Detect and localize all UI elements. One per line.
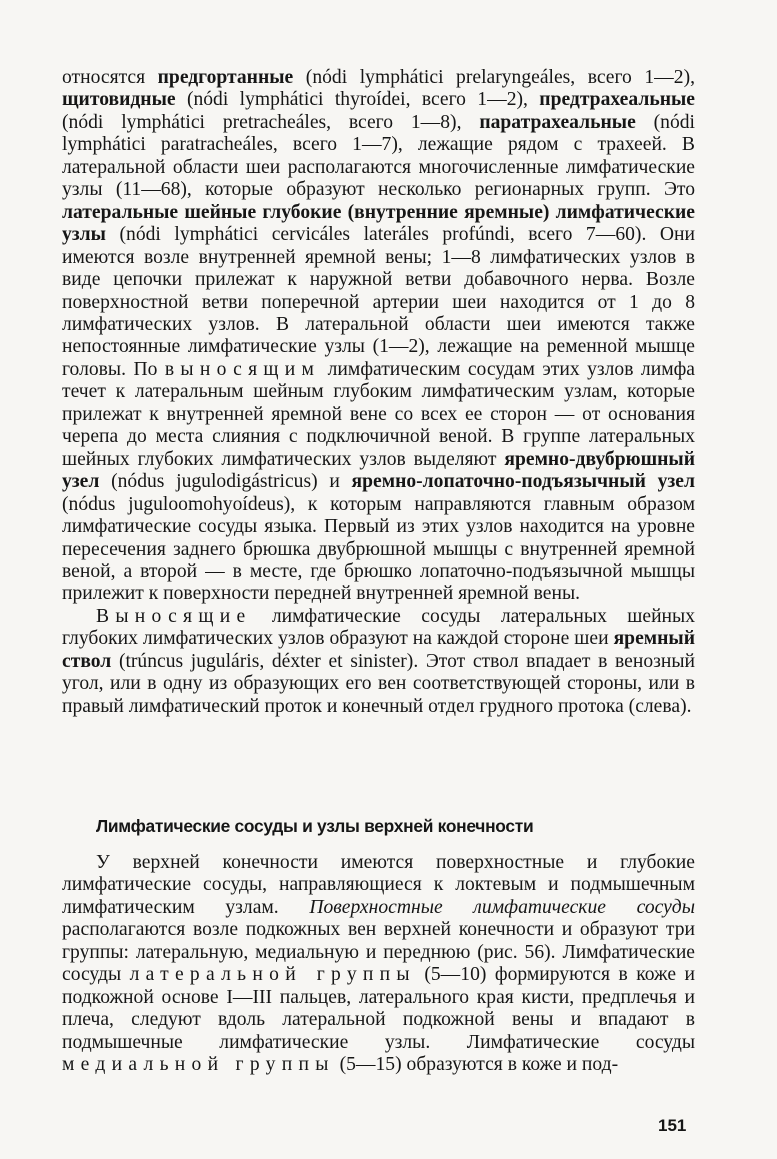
text-run: (nódi lympháticі cervicáles lateráles profúndi, всего 7—60). Они имеются возле внутренней яремной вены; 1—8 лимфатических узлов в виде цепочки прилежат к наружной ветви добавочного нерва. Возле поверхностной ветви поперечной артерии шеи находится от 1 до 8 лимфатических узлов. В латеральной области шеи имеются также непостоянные лимфатические узлы (1—2), лежащие на ременной мышце головы. По	[62, 224, 695, 380]
text-run: (5—10) формируются в коже и подкожной основе I—III пальцев, латерального края кисти, предплечья и плеча, следуют вдоль латеральной подкожной вены и впадают в подмышечные лимфатические узлы. Лимфатические сосуды	[62, 964, 695, 1053]
term-paratracheal: паратрахеальные	[479, 111, 636, 133]
text-run: (5—15) образуются в коже и под-	[334, 1054, 619, 1076]
term-juguloomohyoid: яремно-лопаточно-подъязычный узел	[351, 471, 695, 493]
italic-term-superficial-vessels: Поверхностные лимфатические сосуды	[309, 896, 695, 918]
section-heading: Лимфатические сосуды и узлы верхней конечности	[96, 816, 534, 836]
text-run: (nódi lympháticі thyroídei, всего 1—2),	[175, 89, 540, 111]
term-prelaryngeal: предгортанные	[157, 67, 294, 88]
term-lateral-deep-cervical: латеральные шейные глубокие (внутренние яремные) лимфатические узлы	[62, 201, 695, 246]
text-run: (trúncus juguláris, déxter et sinister). Этот ствол впадает в венозный угол, или в одну из образующих его вен соответствующей стороны, или в правый лимфатический проток и конечный отдел грудного протока (слева).	[62, 650, 695, 717]
spaced-term-lateral-group: латеральной группы	[129, 964, 416, 986]
term-jugulodigastric: яремно-двубрюшный узел	[62, 448, 695, 493]
spaced-term-medial-group: медиальной группы	[62, 1054, 335, 1076]
page-number: 151	[658, 1116, 687, 1135]
spaced-term-efferent: выносящим	[164, 358, 321, 380]
paragraph-jugular-trunk	[62, 606, 695, 718]
text-run: располагаются возле подкожных вен верхней конечности и образуют три группы: латеральную, медиальную и переднюю (рис. 56). Лимфатические сосуды	[62, 919, 695, 986]
text-run: У верхней конечности имеются поверхностные и глубокие лимфатические сосуды, направляющиеся к локтевым и подмышечным лимфатическим узлам.	[62, 852, 695, 918]
text-run: (nódi lympháticі pretracheáles, всего 1—8),	[62, 111, 480, 133]
text-run: (nódi lympháticі paratracheáles, всего 1—7), лежащие рядом с трахеей. В латеральной области шеи располагаются многочисленные лимфатические узлы (11—68), которые образуют несколько регионарных групп. Это	[62, 111, 695, 201]
text-run: (nódi lympháticі prelaryngeáles, всего 1—2),	[293, 67, 695, 88]
text-run: (nódus juguloomohyoídeus), к которым направляются главным образом лимфатические сосуды языка. Первый из этих узлов находится на уровне пересечения заднего брюшка двубрюшной мышцы с внутренней яремной веной, а второй — в месте, где брюшко лопаточно-подъязычной мышцы прилежит к поверхности передней внутренней яремной вены.	[62, 493, 695, 605]
term-thyroid: щитовидные	[62, 89, 176, 111]
text-run: (nódus jugulodigástricus) и	[99, 471, 352, 493]
term-jugular-trunk: яремный ствол	[62, 628, 695, 672]
text-run: лимфатические сосуды латеральных шейных глубоких лимфатических узлов образуют на каждой стороне шеи	[62, 605, 695, 650]
text-run: лимфатическим сосудам этих узлов лимфа течет к латеральным шейным глубоким лимфатическим узлам, которые прилежат к внутренней яремной вене со всех ее сторон — от основания черепа до места слияния с подключичной веной. В группе латеральных шейных глубоких лимфатических узлов выделяют	[62, 358, 695, 470]
body-text-lower	[62, 852, 695, 1077]
paragraph-cervical-nodes	[62, 67, 695, 606]
paragraph-upper-limb	[62, 852, 695, 1077]
spaced-term-efferent: Выносящие	[96, 605, 252, 627]
body-text-upper	[62, 67, 695, 718]
term-pretracheal: предтрахеальные	[539, 89, 695, 111]
text-run: относятся	[62, 67, 158, 88]
